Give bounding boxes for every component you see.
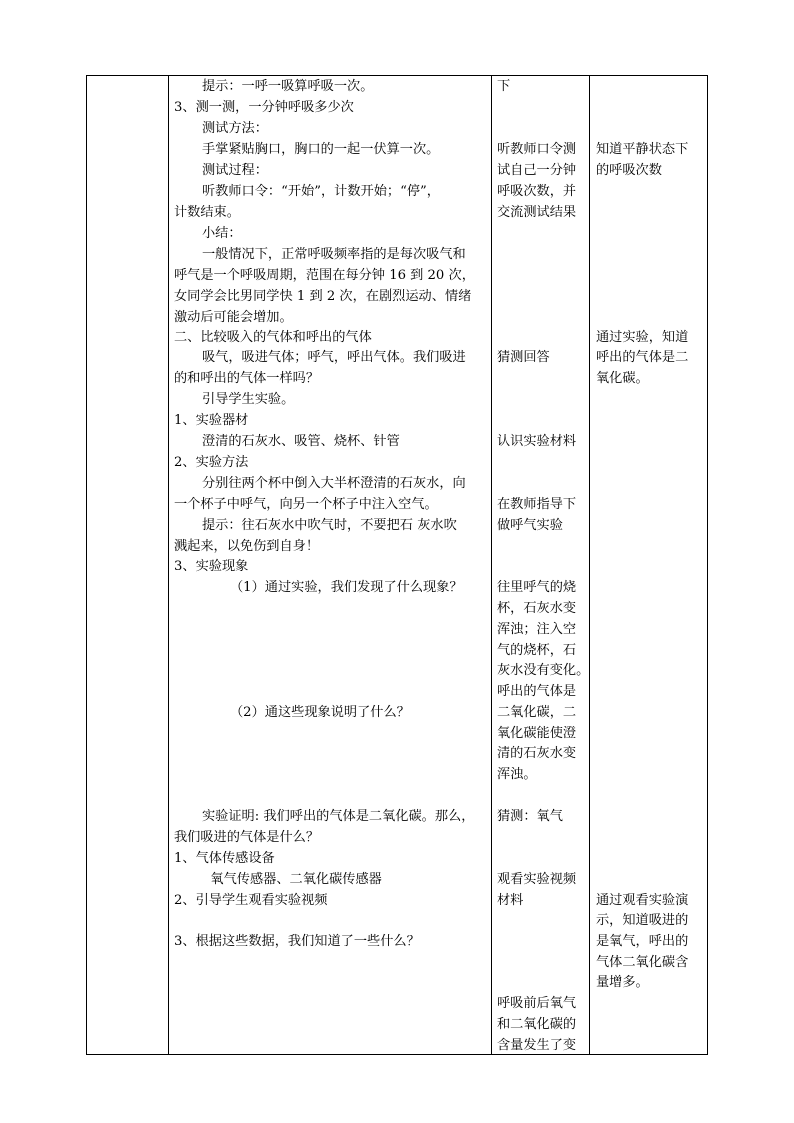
teacher-activity-line: 1、气体传感设备 bbox=[174, 851, 275, 866]
student-activity-line: 材料 bbox=[497, 893, 524, 908]
student-activity-line: 认识实验材料 bbox=[497, 434, 577, 449]
teacher-activity-line: 二、比较吸入的气体和呼出的气体 bbox=[174, 330, 372, 345]
teacher-activity-line: 溅起来，以免伤到自身！ bbox=[174, 539, 320, 554]
design-intent-line: 知道平静状态下 bbox=[596, 142, 689, 157]
student-activity-line: 在教师指导下 bbox=[497, 497, 577, 512]
student-activity-line: 浑浊；注入空 bbox=[497, 622, 577, 637]
teacher-activity-line: 澄清的石灰水、吸管、烧杯、针管 bbox=[202, 434, 400, 449]
design-intent-line: 通过观看实验演 bbox=[596, 893, 689, 908]
student-activity-line: 氧化碳能使澄 bbox=[497, 726, 577, 741]
teacher-activity-line: 分别往两个杯中倒入大半杯澄清的石灰水，向 bbox=[202, 476, 466, 491]
student-activity-line: 交流测试结果 bbox=[497, 205, 577, 220]
teacher-activity-line: 1、实验器材 bbox=[174, 413, 249, 428]
table-left-border bbox=[86, 75, 87, 1055]
table-bottom-border bbox=[86, 1054, 708, 1055]
teacher-activity-line: 吸气，吸进气体；呼气，呼出气体。我们吸进 bbox=[202, 350, 466, 365]
design-intent-line: 通过实验，知道 bbox=[596, 330, 689, 345]
column-divider-1 bbox=[168, 75, 169, 1055]
teacher-activity-line: 2、实验方法 bbox=[174, 455, 249, 470]
student-activity-line: 和二氧化碳的 bbox=[497, 1017, 577, 1032]
teacher-activity-line: 一个杯子中呼气，向另一个杯子中注入空气。 bbox=[174, 497, 438, 512]
teacher-activity-line: 3、根据这些数据，我们知道了一些什么？ bbox=[174, 934, 420, 949]
teacher-activity-line: 测试过程： bbox=[202, 163, 268, 178]
teacher-activity-line: （1）通过实验，我们发现了什么现象？ bbox=[230, 580, 463, 595]
teacher-activity-line: 计数结束。 bbox=[174, 205, 240, 220]
student-activity-line: 下 bbox=[497, 79, 511, 94]
teacher-activity-line: 小结： bbox=[202, 226, 242, 241]
teacher-activity-line: 提示：往石灰水中吹气时，不要把石 灰水吹 bbox=[202, 518, 457, 533]
teacher-activity-line: 测试方法： bbox=[202, 121, 268, 136]
column-divider-2 bbox=[491, 75, 492, 1055]
student-activity-line: 浑浊。 bbox=[497, 767, 537, 782]
student-activity-line: 往里呼气的烧 bbox=[497, 580, 577, 595]
student-activity-line: 猜测回答 bbox=[497, 350, 550, 365]
teacher-activity-line: 手掌紧贴胸口，胸口的一起一伏算一次。 bbox=[202, 142, 440, 157]
teacher-activity-line: 激动后可能会增加。 bbox=[174, 310, 293, 325]
teacher-activity-line: 女同学会比男同学快 1 到 2 次，在剧烈运动、情绪 bbox=[174, 289, 472, 304]
teacher-activity-line: 3、测一测，一分钟呼吸多少次 bbox=[174, 100, 354, 115]
student-activity-line: 灰水没有变化。 bbox=[497, 663, 590, 678]
table-top-border bbox=[86, 75, 708, 76]
design-intent-line: 是氧气，呼出的 bbox=[596, 934, 689, 949]
student-activity-line: 呼吸次数，并 bbox=[497, 184, 577, 199]
design-intent-line: 氧化碳。 bbox=[596, 371, 649, 386]
teacher-activity-line: 听教师口令：“开始”，计数开始；“停”， bbox=[202, 184, 440, 199]
student-activity-line: 观看实验视频 bbox=[497, 872, 577, 887]
design-intent-line: 呼出的气体是二 bbox=[596, 350, 689, 365]
column-divider-3 bbox=[589, 75, 590, 1055]
design-intent-line: 示，知道吸进的 bbox=[596, 913, 689, 928]
teacher-activity-line: 2、引导学生观看实验视频 bbox=[174, 893, 328, 908]
teacher-activity-line: 氧气传感器、二氧化碳传感器 bbox=[210, 872, 382, 887]
teacher-activity-line: 我们吸进的气体是什么？ bbox=[174, 830, 320, 845]
teacher-activity-line: 一般情况下，正常呼吸频率指的是每次吸气和 bbox=[202, 247, 466, 262]
student-activity-line: 呼吸前后氧气 bbox=[497, 996, 577, 1011]
table-right-border bbox=[707, 75, 708, 1055]
teacher-activity-line: 实验证明: 我们呼出的气体是二氧化碳。那么， bbox=[202, 809, 475, 824]
student-activity-line: 试自己一分钟 bbox=[497, 163, 577, 178]
student-activity-line: 杯，石灰水变 bbox=[497, 601, 577, 616]
student-activity-line: 做呼气实验 bbox=[497, 518, 563, 533]
student-activity-line: 清的石灰水变 bbox=[497, 746, 577, 761]
teacher-activity-line: （2）通这些现象说明了什么？ bbox=[230, 705, 410, 720]
design-intent-line: 量增多。 bbox=[596, 975, 649, 990]
design-intent-line: 气体二氧化碳含 bbox=[596, 955, 689, 970]
teacher-activity-line: 引导学生实验。 bbox=[202, 392, 295, 407]
design-intent-line: 的呼吸次数 bbox=[596, 163, 662, 178]
teacher-activity-line: 提示：一呼一吸算呼吸一次。 bbox=[202, 79, 374, 94]
student-activity-line: 二氧化碳，二 bbox=[497, 705, 577, 720]
teacher-activity-line: 的和呼出的气体一样吗？ bbox=[174, 371, 320, 386]
teacher-activity-line: 3、实验现象 bbox=[174, 559, 249, 574]
teacher-activity-line: 呼气是一个呼吸周期，范围在每分钟 16 到 20 次， bbox=[174, 268, 475, 283]
student-activity-line: 气的烧杯，石 bbox=[497, 643, 577, 658]
student-activity-line: 呼出的气体是 bbox=[497, 684, 577, 699]
student-activity-line: 听教师口令测 bbox=[497, 142, 577, 157]
student-activity-line: 猜测：氧气 bbox=[497, 809, 563, 824]
student-activity-line: 含量发生了变 bbox=[497, 1038, 577, 1053]
